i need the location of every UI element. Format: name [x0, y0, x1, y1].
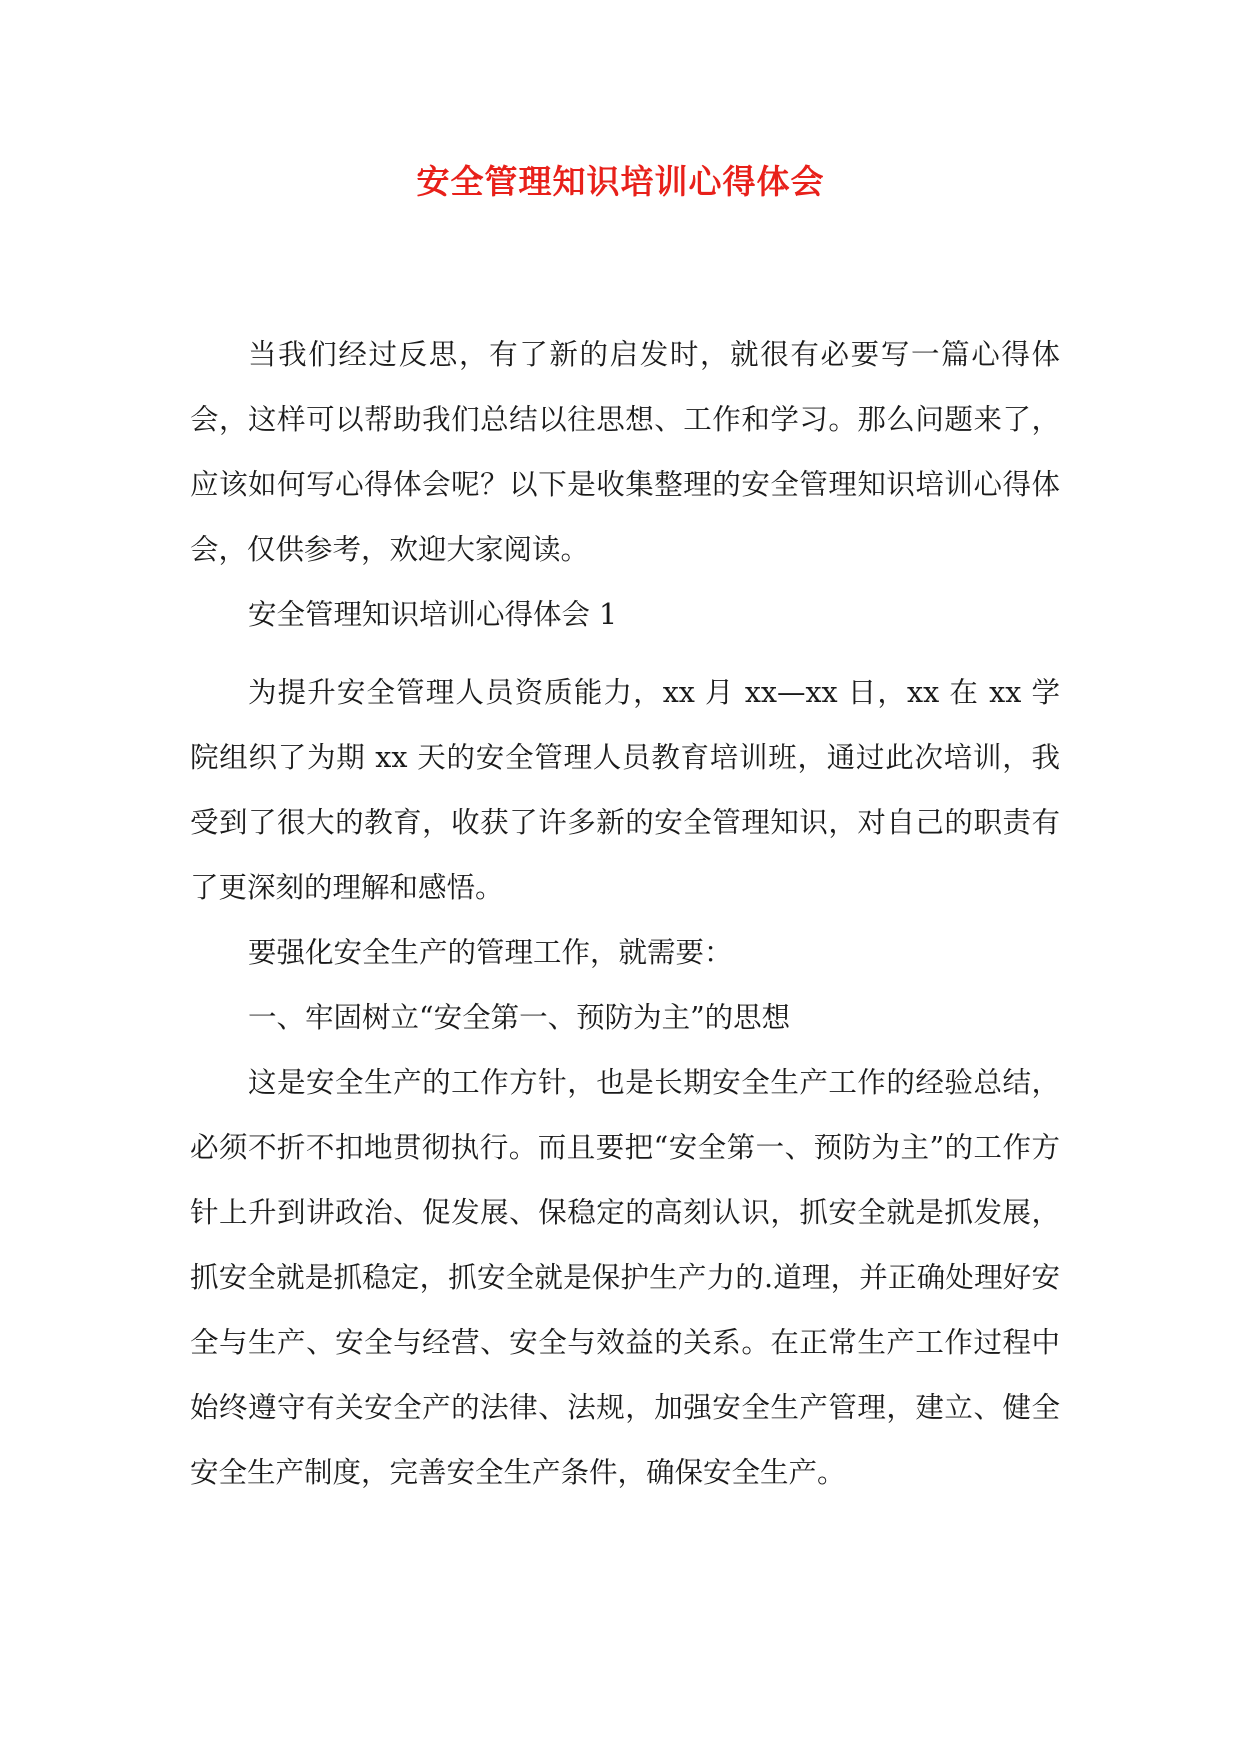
- main-block: [190, 660, 1060, 1505]
- body-paragraph-1: 为提升安全管理人员资质能力，xx 月 xx—xx 日，xx 在 xx 学院组织了为期 xx 天的安全管理人员教育培训班，通过此次培训，我受到了很大的教育，收获了许多新的安全管理知识，对自己的职责有了更深刻的理解和感悟。: [190, 676, 1060, 904]
- section-heading: 安全管理知识培训心得体会 1: [248, 598, 618, 631]
- body-paragraph-3: 一、牢固树立“安全第一、预防为主”的思想: [248, 1001, 791, 1034]
- intro-block: [190, 322, 1060, 647]
- body-paragraph-4: 这是安全生产的工作方针，也是长期安全生产工作的经验总结，必须不折不扣地贯彻执行。而且要把“安全第一、预防为主”的工作方针上升到讲政治、促发展、保稳定的高刻认识，抓安全就是抓发展，抓安全就是抓稳定，抓安全就是保护生产力的.道理，并正确处理好安全与生产、安全与经营、安全与效益的关系。在正常生产工作过程中始终遵守有关安全产的法律、法规，加强安全生产管理，建立、健全安全生产制度，完善安全生产条件，确保安全生产。: [190, 1066, 1060, 1489]
- document-title: 安全管理知识培训心得体会: [416, 162, 825, 201]
- body-paragraph-2: 要强化安全生产的管理工作，就需要：: [248, 936, 733, 969]
- intro-paragraph: 当我们经过反思，有了新的启发时，就很有必要写一篇心得体会，这样可以帮助我们总结以往思想、工作和学习。那么问题来了，应该如何写心得体会呢？以下是收集整理的安全管理知识培训心得体会，仅供参考，欢迎大家阅读。: [190, 338, 1060, 566]
